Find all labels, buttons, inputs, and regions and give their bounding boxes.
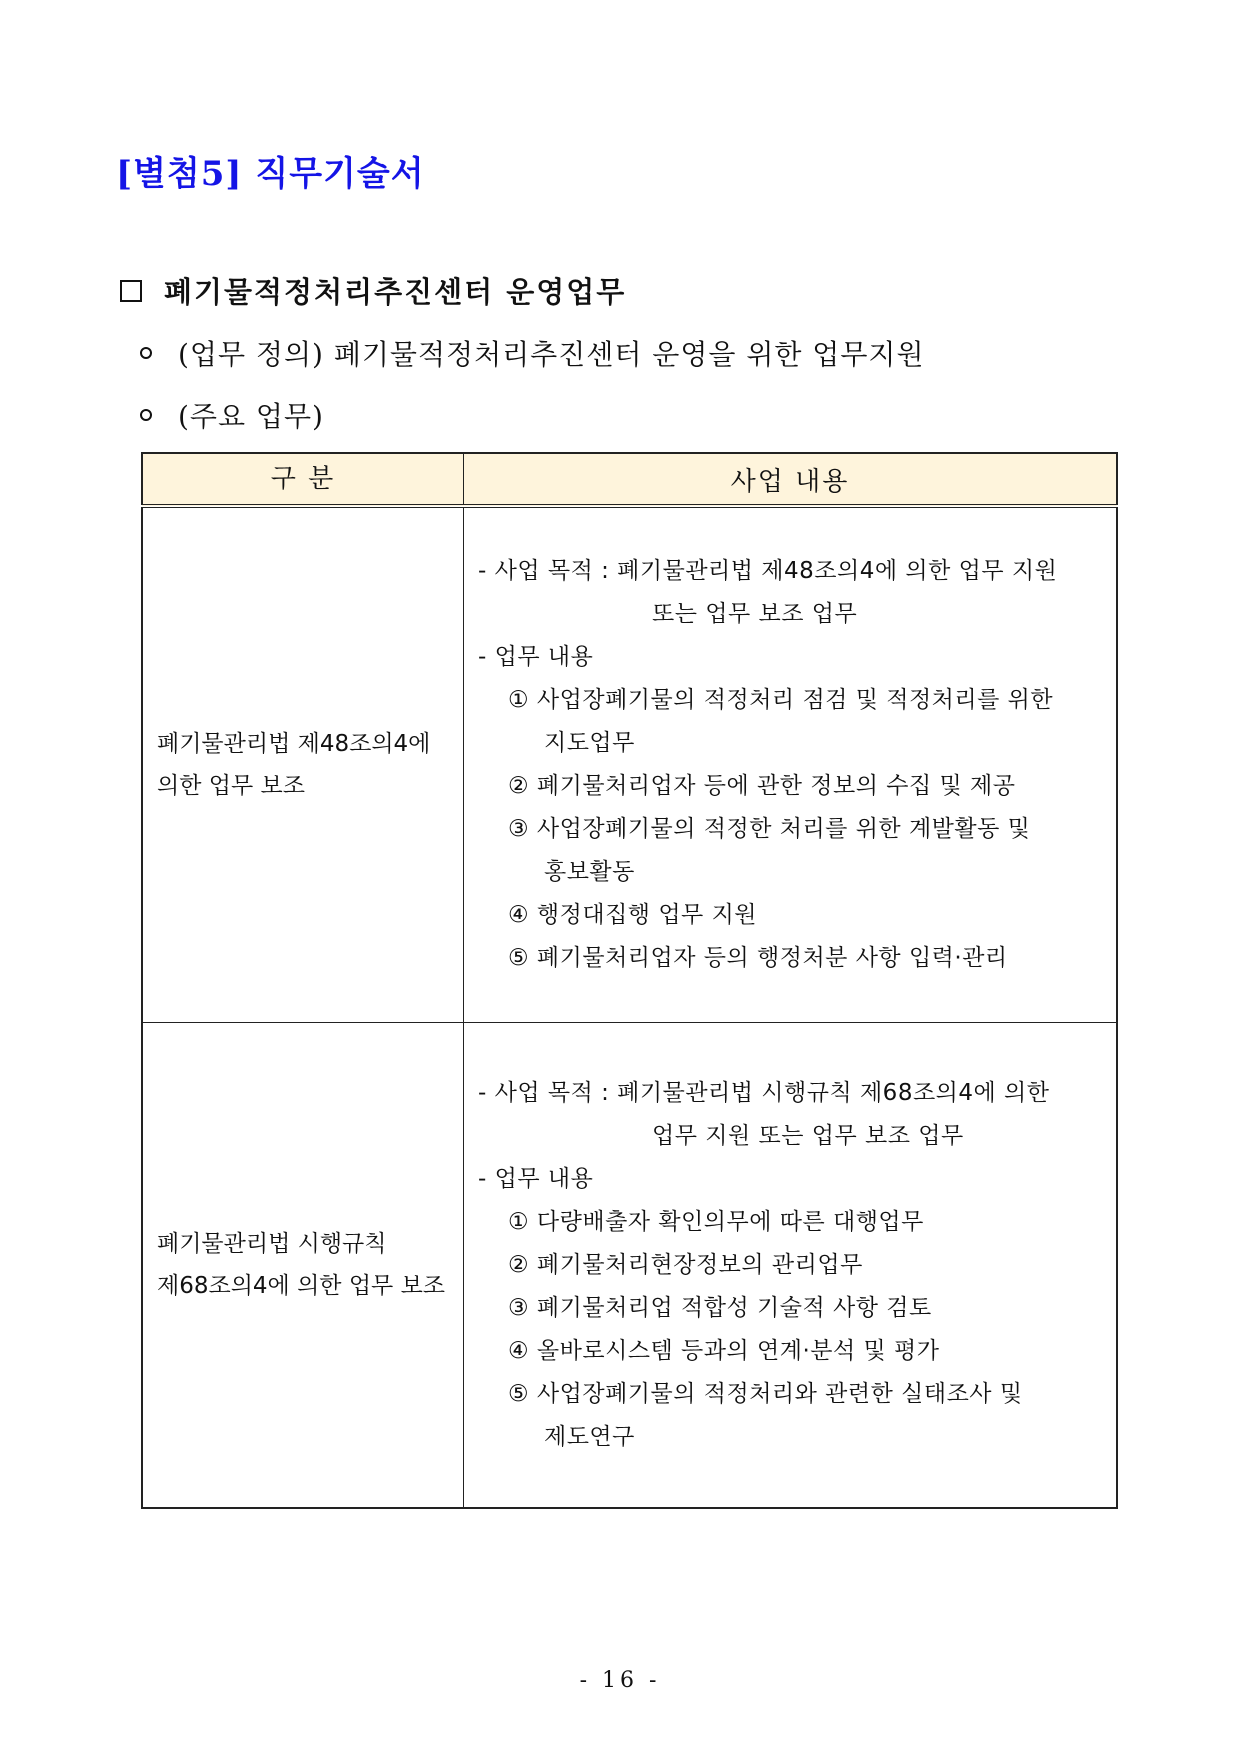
list-item: ④ 행정대집행 업무 지원: [508, 902, 758, 928]
purpose-line: - 사업 목적 : 폐기물관리법 제48조의4에 의한 업무 지원: [478, 558, 1058, 584]
duty-table: [141, 452, 1118, 1509]
list-item: ③ 폐기물처리업 적합성 기술적 사항 검토: [508, 1294, 932, 1321]
content-label: - 업무 내용: [478, 1165, 594, 1192]
list-item-continuation: 제도연구: [544, 1423, 635, 1450]
category-cell: [142, 506, 464, 1023]
purpose-continuation: 또는 업무 보조 업무: [652, 601, 858, 627]
table-header-row: [142, 453, 1117, 506]
category-cell: [142, 1023, 464, 1509]
hollow-circle-bullet-icon: [140, 347, 152, 359]
hollow-circle-bullet-icon: [140, 409, 152, 421]
category-line: 폐기물관리법 제48조의4에: [157, 731, 431, 757]
checkbox-square-icon: [120, 280, 142, 302]
list-item-continuation: 지도업무: [544, 730, 635, 756]
list-item: ⑤ 폐기물처리업자 등의 행정처분 사항 입력·관리: [508, 945, 1008, 971]
bullet-duty-definition: [140, 333, 925, 373]
content-cell: [464, 506, 1118, 1023]
list-item: ④ 올바로시스템 등과의 연계·분석 및 평가: [508, 1337, 940, 1364]
purpose-continuation: 업무 지원 또는 업무 보조 업무: [652, 1122, 964, 1149]
purpose-line: - 사업 목적 : 폐기물관리법 시행규칙 제68조의4에 의한: [478, 1079, 1050, 1106]
category-line: 제68조의4에 의한 업무 보조: [157, 1273, 446, 1299]
section-heading: [120, 270, 626, 311]
list-item: ① 다량배출자 확인의무에 따른 대행업무: [508, 1208, 924, 1235]
list-item: ① 사업장폐기물의 적정처리 점검 및 적정처리를 위한: [508, 687, 1054, 713]
attachment-title: [별첨5] 직무기술서: [116, 154, 425, 194]
header-category: 구 분: [142, 453, 464, 506]
bullet-text: (주요 업무): [178, 400, 324, 433]
header-content: 사업 내용: [464, 453, 1118, 506]
bullet-text: (업무 정의) 폐기물적정처리추진센터 운영을 위한 업무지원: [178, 338, 925, 371]
content-cell: [464, 1023, 1118, 1509]
list-item: ③ 사업장폐기물의 적정한 처리를 위한 계발활동 및: [508, 816, 1031, 842]
table-row: [142, 1023, 1117, 1509]
section-heading-text: 폐기물적정처리추진센터 운영업무: [164, 275, 627, 309]
content-label: - 업무 내용: [478, 644, 594, 670]
category-line: 의한 업무 보조: [157, 773, 305, 799]
list-item: ② 폐기물처리현장정보의 관리업무: [508, 1251, 863, 1278]
list-item: ② 폐기물처리업자 등에 관한 정보의 수집 및 제공: [508, 773, 1016, 799]
table-row: [142, 506, 1117, 1023]
list-item: ⑤ 사업장폐기물의 적정처리와 관련한 실태조사 및: [508, 1380, 1023, 1407]
bullet-main-duties: [140, 395, 324, 435]
list-item-continuation: 홍보활동: [544, 859, 635, 885]
category-line: 폐기물관리법 시행규칙: [157, 1231, 387, 1257]
page-number: - 16 -: [579, 1668, 661, 1693]
